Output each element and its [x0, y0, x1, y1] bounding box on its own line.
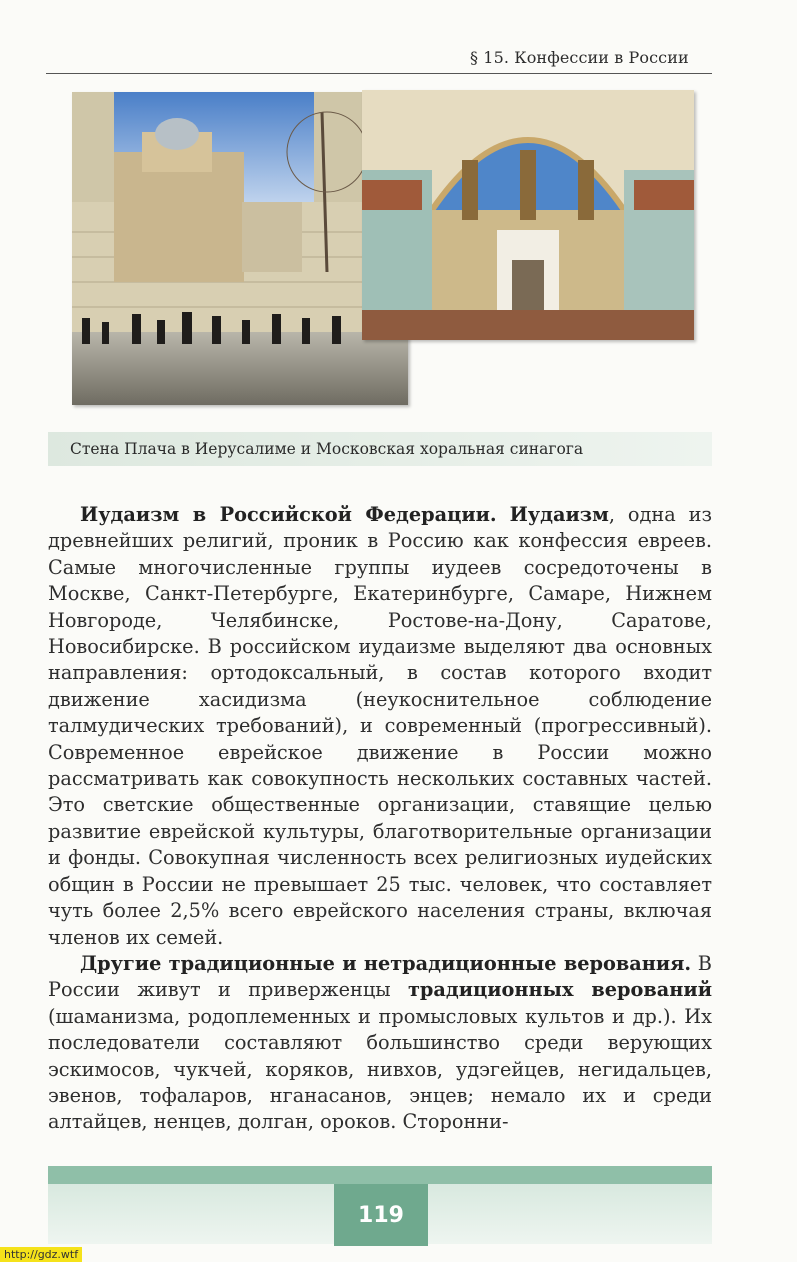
footer-band	[48, 1166, 712, 1184]
page-number: 119	[358, 1202, 404, 1228]
figure-caption: Стена Плача в Иерусалиме и Московская хоральная синагога	[70, 440, 584, 458]
footer-panel-left	[48, 1184, 334, 1244]
body-text	[48, 502, 712, 1136]
paragraph-other-beliefs-text-a: В России живут и приверженцы	[48, 951, 712, 1002]
running-header: § 15. Конфессии в России	[470, 48, 689, 67]
paragraph-judaism	[48, 502, 712, 951]
term-traditional-beliefs: традиционных верований	[407, 978, 712, 1002]
header-rule	[46, 73, 712, 74]
watermark-link[interactable]: http://gdz.wtf	[0, 1247, 82, 1262]
section-heading-judaism: Иудаизм в Российской Федерации.	[80, 503, 497, 526]
page-number-tab	[334, 1184, 428, 1246]
paragraph-other-beliefs-text-b: (шаманизма, родоплеменных и промысловых культов и др.). Их последователи составляют большинство среди верующих эскимосов, чукчей, коряков, нивхов, удэгейцев, негидальцев, эвенов, тофаларов, нганасанов, энцев; немало их и среди алтайцев, ненцев, долган, ороков. Сторонни-	[48, 1004, 712, 1134]
section-heading-other-beliefs: Другие традиционные и нетрадиционные верования.	[80, 951, 692, 975]
paragraph-other-beliefs	[48, 951, 712, 1136]
term-judaism: Иудаизм	[509, 503, 609, 526]
western-wall-photo	[72, 92, 408, 405]
footer-panel-right	[428, 1184, 712, 1244]
moscow-synagogue-photo	[362, 90, 694, 340]
paragraph-judaism-text: , одна из древнейших религий, проник в Россию как конфессия евреев. Самые многочисленные группы иудеев сосредоточены в Москве, Санкт-Петербурге, Екатеринбурге, Самаре, Нижнем Новгороде, Челябинске, Ростове-на-Дону, Саратове, Новосибирске. В российском иудаизме выделяют два основных направления: ортодоксальный, в состав которого входит движение хасидизма (неукоснительное соблюдение талмудических требований), и современный (прогрессивный). Современное еврейское движение в России можно рассматривать как совокупность нескольких составных частей. Это светские общественные организации, ставящие целью развитие еврейской культуры, благотворительные организации и фонды. Совокупная численность всех религиозных иудейских общин в России не превышает 25 тыс. человек, что составляет чуть более 2,5% всего еврейского населения страны, включая членов их семей.	[48, 503, 712, 949]
